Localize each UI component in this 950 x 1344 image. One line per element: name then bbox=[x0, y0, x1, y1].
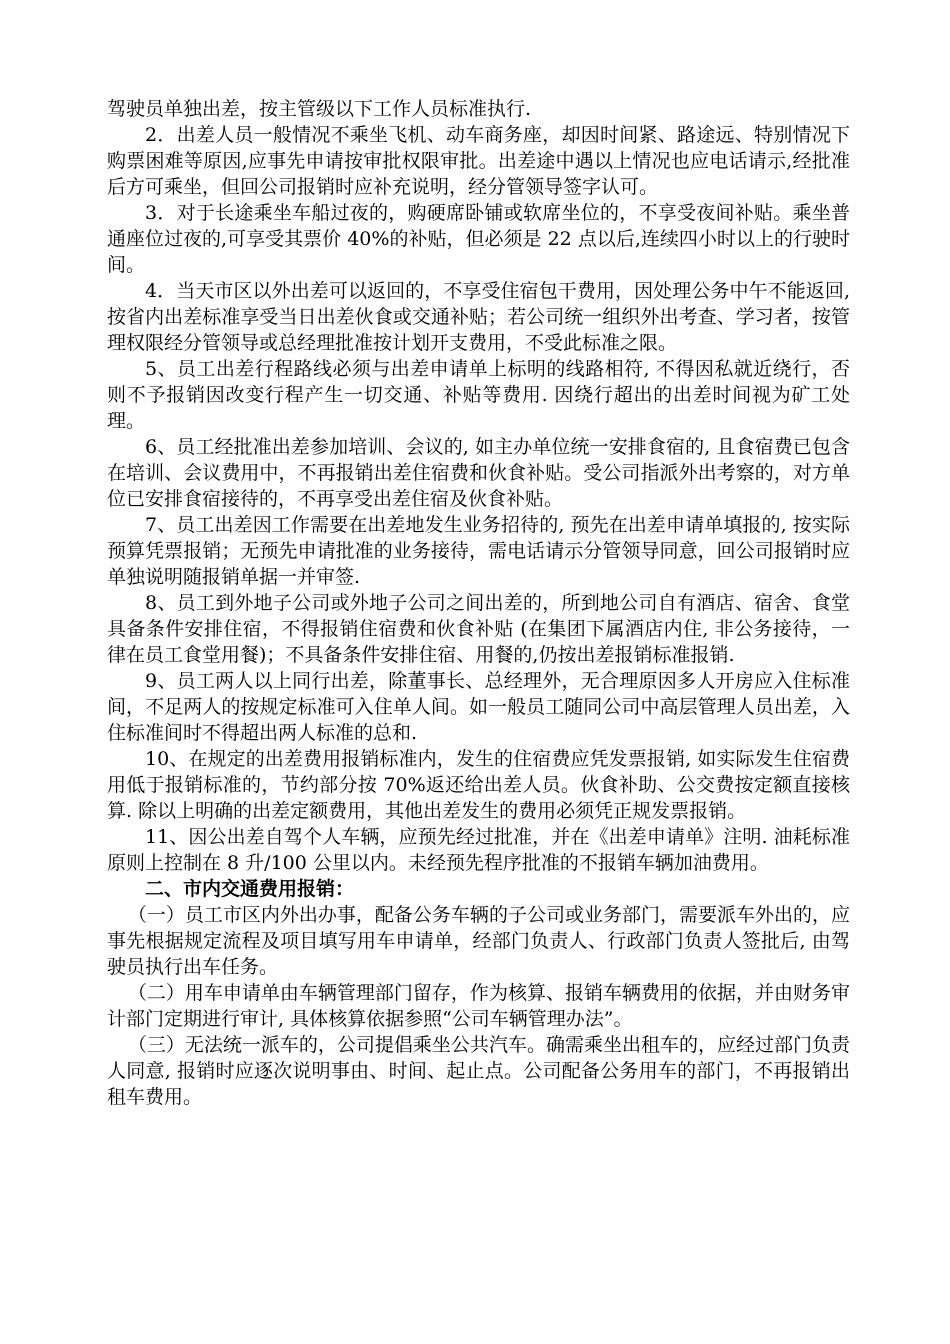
section-paragraph-1: （一）员工市区内外出办事，配备公务车辆的子公司或业务部门，需要派车外出的，应事先根据规定流程及项目填写用车申请单，经部门负责人、行政部门负责人签批后, 由驾驶员执行出车任务。 bbox=[107, 904, 850, 978]
paragraph-4: 4．当天市区以外出差可以返回的，不享受住宿包干费用，因处理公务中午不能返回,按省内出差标准享受当日出差伙食或交通补贴；若公司统一组织外出考查、学习者，按管理权限经分管领导或总经理批准按计划开支费用，不受此标准之限。 bbox=[107, 280, 850, 354]
paragraph-3: 3．对于长途乘坐车船过夜的，购硬席卧铺或软席坐位的，不享受夜间补贴。乘坐普通座位过夜的,可享受其票价 40%的补贴，但必须是 22 点以后,连续四小时以上的行驶时间。 bbox=[107, 202, 850, 276]
paragraph-5: 5、员工出差行程路线必须与出差申请单上标明的线路相符, 不得因私就近绕行，否则不予报销因改变行程产生一切交通、补贴等费用. 因绕行超出的出差时间视为矿工处理。 bbox=[107, 358, 850, 432]
section-paragraph-3: （三）无法统一派车的，公司提倡乘坐公共汽车。确需乘坐出租车的，应经过部门负责人同意, 报销时应逐次说明事由、时间、起止点。公司配备公务用车的部门，不再报销出租车费用。 bbox=[107, 1034, 850, 1108]
paragraph-6: 6、员工经批准出差参加培训、会议的, 如主办单位统一安排食宿的, 且食宿费已包含在培训、会议费用中，不再报销出差住宿费和伙食补贴。受公司指派外出考察的，对方单位已安排食宿接待的，不再享受出差住宿及伙食补贴。 bbox=[107, 436, 850, 510]
paragraph-8: 8、员工到外地子公司或外地子公司之间出差的，所到地公司自有酒店、宿舍、食堂具备条件安排住宿，不得报销住宿费和伙食补贴 (在集团下属酒店内住, 非公务接待，一律在员工食堂用餐)；不具备条件安排住宿、用餐的,仍按出差报销标准报销. bbox=[107, 592, 850, 666]
document-page bbox=[107, 96, 850, 1110]
paragraph-7: 7、员工出差因工作需要在出差地发生业务招待的, 预先在出差申请单填报的, 按实际预算凭票报销；无预先申请批准的业务接待，需电话请示分管领导同意，回公司报销时应单独说明随报销单据一并审签. bbox=[107, 514, 850, 588]
paragraph-continued: 驾驶员单独出差，按主管级以下工作人员标准执行. bbox=[107, 98, 532, 120]
paragraph-9: 9、员工两人以上同行出差，除董事长、总经理外，无合理原因多人开房应入住标准间，不足两人的按规定标准可入住单人间。如一般员工随同公司中高层管理人员出差，入住标准间时不得超出两人标准的总和. bbox=[107, 670, 850, 744]
section-heading: 二、市内交通费用报销： bbox=[145, 878, 355, 900]
paragraph-2: 2．出差人员一般情况不乘坐飞机、动车商务座，却因时间紧、路途远、特别情况下购票困难等原因,应事先申请按审批权限审批。出差途中遇以上情况也应电话请示,经批准后方可乘坐，但回公司报销时应补充说明，经分管领导签字认可。 bbox=[107, 124, 850, 198]
paragraph-10: 10、在规定的出差费用报销标准内，发生的住宿费应凭发票报销, 如实际发生住宿费用低于报销标准的，节约部分按 70%返还给出差人员。伙食补助、公交费按定额直接核算. 除以上明确的出差定额费用，其他出差发生的费用必须凭正规发票报销。 bbox=[107, 748, 850, 822]
paragraph-11: 11、因公出差自驾个人车辆，应预先经过批准，并在《出差申请单》注明. 油耗标准原则上控制在 8 升/100 公里以内。未经预先程序批准的不报销车辆加油费用。 bbox=[107, 826, 850, 874]
section-paragraph-2: （二）用车申请单由车辆管理部门留存，作为核算、报销车辆费用的依据，并由财务审计部门定期进行审计, 具体核算依据参照“公司车辆管理办法”。 bbox=[107, 982, 850, 1030]
